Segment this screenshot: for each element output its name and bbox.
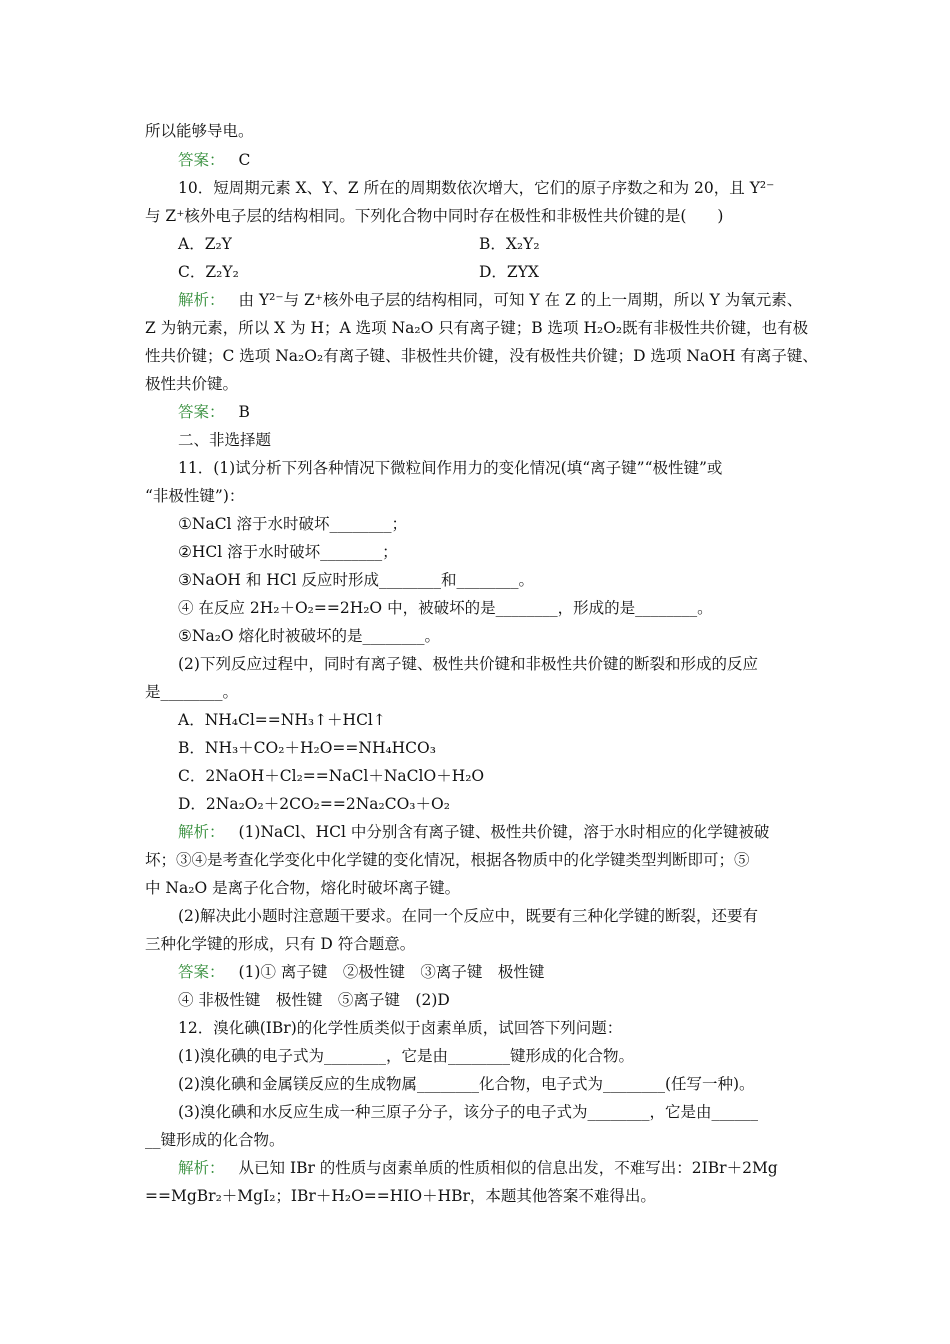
text-line: __键形成的化合物。 (145, 1131, 285, 1149)
sub-question: (2)溴化碘和金属镁反应的生成物属________化合物，电子式为________(任写一种)。 (178, 1075, 755, 1093)
answer-label: 答案： (178, 963, 225, 981)
text-line: ==MgBr₂＋MgI₂；IBr＋H₂O==HIO＋HBr，本题其他答案不难得出。 (145, 1187, 656, 1205)
answer-line: 答案： (1)① 离子键 ②极性键 ③离子键 极性键 (178, 963, 545, 981)
text-line: Z 为钠元素，所以 X 为 H；A 选项 Na₂O 只有离子键；B 选项 H₂O₂既有非极性共价键，也有极 (145, 319, 809, 337)
analysis-label: 解析： (178, 291, 225, 309)
analysis-label: 解析： (178, 1159, 225, 1177)
sub-question: (1)溴化碘的电子式为________，它是由________键形成的化合物。 (178, 1047, 634, 1065)
analysis-line: 解析： 从已知 IBr 的性质与卤素单质的性质相似的信息出发，不难写出：2IBr＋2Mg (178, 1159, 778, 1177)
sub-question: ⑤Na₂O 熔化时被破坏的是________。 (178, 627, 441, 645)
question-11-stem: 11．(1)试分析下列各种情况下微粒间作用力的变化情况(填“离子键”“极性键”或 (178, 459, 723, 477)
text-line: ④ 非极性键 极性键 ⑤离子键 (2)D (178, 991, 450, 1009)
analysis-label: 解析： (178, 823, 225, 841)
answer-line: 答案： C (178, 151, 251, 169)
option-b: B．NH₃＋CO₂＋H₂O==NH₄HCO₃ (178, 739, 436, 757)
question-12-stem: 12．溴化碘(IBr)的化学性质类似于卤素单质，试回答下列问题： (178, 1019, 623, 1037)
answer-label: 答案： (178, 151, 225, 169)
option-d: D．2Na₂O₂＋2CO₂==2Na₂CO₃＋O₂ (178, 795, 450, 813)
option-a: A．NH₄Cl==NH₃↑＋HCl↑ (178, 711, 386, 729)
question-10-stem: 10．短周期元素 X、Y、Z 所在的周期数依次增大，它们的原子序数之和为 20，且 Y²⁻ (178, 179, 775, 197)
sub-question: ④ 在反应 2H₂＋O₂==2H₂O 中，被破坏的是________，形成的是________。 (178, 599, 713, 617)
sub-question: ③NaOH 和 HCl 反应时形成________和________。 (178, 571, 535, 589)
text-line: (2)解决此小题时注意题干要求。在同一个反应中，既要有三种化学键的断裂，还要有 (178, 907, 758, 925)
option-c: C．2NaOH＋Cl₂==NaCl＋NaClO＋H₂O (178, 767, 485, 785)
text-line: “非极性键”)： (145, 487, 245, 505)
option-a: A．Z₂Y (178, 235, 232, 253)
text-line: 中 Na₂O 是离子化合物，熔化时破坏离子键。 (145, 879, 461, 897)
option-d: D．ZYX (479, 263, 539, 281)
answer-line: 答案： B (178, 403, 250, 421)
text-line: 与 Z⁺核外电子层的结构相同。下列化合物中同时存在极性和非极性共价键的是( ) (145, 207, 724, 225)
sub-question: (2)下列反应过程中，同时有离子键、极性共价键和非极性共价键的断裂和形成的反应 (178, 655, 758, 673)
section-heading: 二、非选择题 (178, 431, 272, 449)
answer-label: 答案： (178, 403, 225, 421)
text-line: 性共价键；C 选项 Na₂O₂有离子键、非极性共价键，没有极性共价键；D 选项 NaOH 有离子键、 (145, 347, 818, 365)
analysis-line: 解析： (1)NaCl、HCl 中分别含有离子键、极性共价键，溶于水时相应的化学键被破 (178, 823, 770, 841)
text-line: 是________。 (145, 683, 239, 701)
option-c: C．Z₂Y₂ (178, 263, 239, 281)
text-line: 坏；③④是考查化学变化中化学键的变化情况，根据各物质中的化学键类型判断即可；⑤ (145, 851, 750, 869)
text-line: 三种化学键的形成，只有 D 符合题意。 (145, 935, 416, 953)
analysis-line: 解析： 由 Y²⁻与 Z⁺核外电子层的结构相同，可知 Y 在 Z 的上一周期，所以 Y 为氧元素、 (178, 291, 803, 309)
text-line: 极性共价键。 (145, 375, 239, 393)
sub-question: (3)溴化碘和水反应生成一种三原子分子，该分子的电子式为________，它是由______ (178, 1103, 758, 1121)
sub-question: ①NaCl 溶于水时破坏________； (178, 515, 407, 533)
option-b: B．X₂Y₂ (479, 235, 540, 253)
sub-question: ②HCl 溶于水时破坏________； (178, 543, 398, 561)
text-line: 所以能够导电。 (145, 122, 254, 140)
